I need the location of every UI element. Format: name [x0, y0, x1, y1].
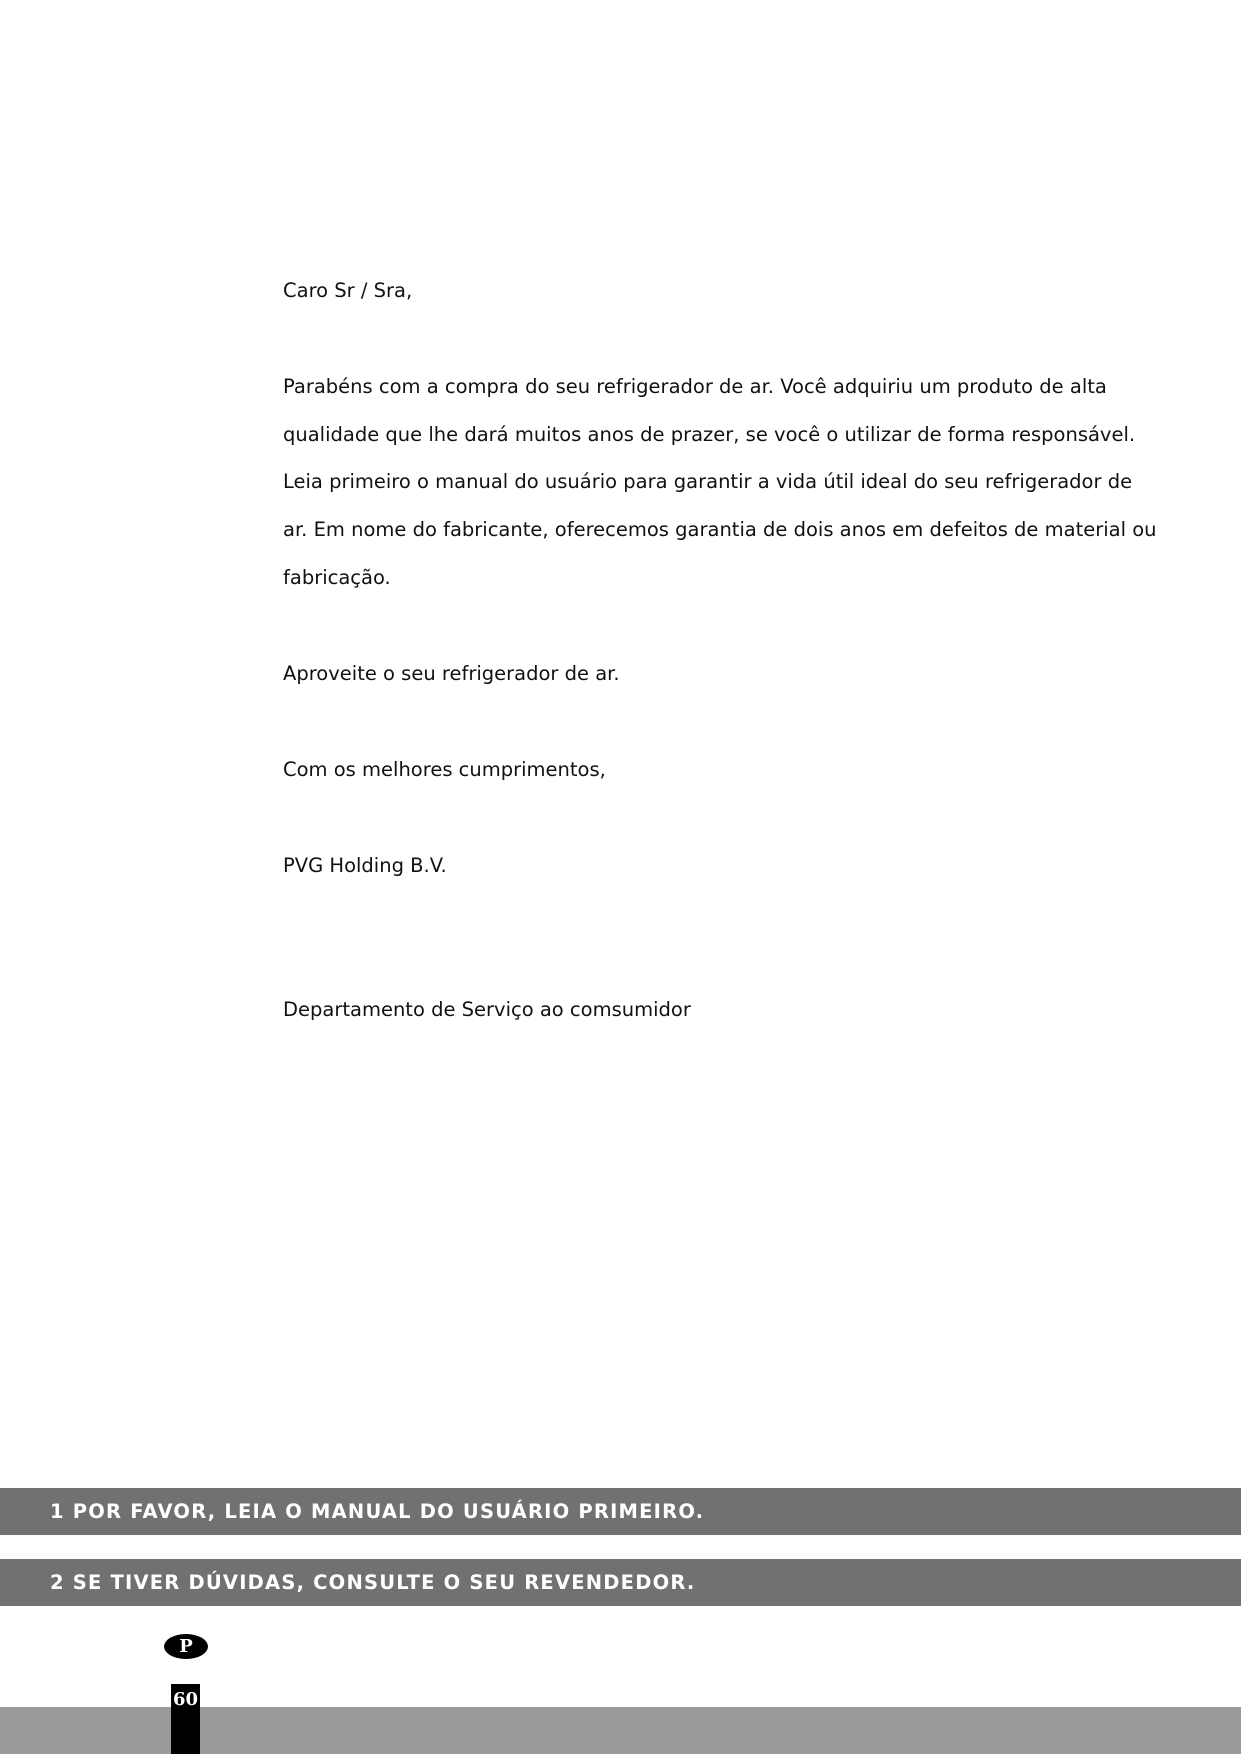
notice-text-1: 1 POR FAVOR, LEIA O MANUAL DO USUÁRIO PRIMEIRO. — [50, 1500, 705, 1523]
body-line: ar. Em nome do fabricante, oferecemos garantia de dois anos em defeitos de material ou — [283, 518, 1157, 541]
enjoy-line: Aproveite o seu refrigerador de ar. — [283, 662, 620, 685]
body-line: Parabéns com a compra do seu refrigerador de ar. Você adquiriu um produto de alta — [283, 375, 1107, 398]
language-badge: P — [164, 1634, 208, 1659]
body-line: fabricação. — [283, 566, 391, 589]
salutation: Caro Sr / Sra, — [283, 279, 413, 302]
department-name: Departamento de Serviço ao comsumidor — [283, 998, 691, 1021]
page-number: 60 — [171, 1684, 200, 1754]
body-line: Leia primeiro o manual do usuário para garantir a vida útil ideal do seu refrigerador de — [283, 470, 1133, 493]
body-line: qualidade que lhe dará muitos anos de prazer, se você o utilizar de forma responsável. — [283, 423, 1136, 446]
notice-band-2 — [0, 1559, 1241, 1606]
notice-text-2: 2 SE TIVER DÚVIDAS, CONSULTE O SEU REVENDEDOR. — [50, 1571, 696, 1594]
notice-band-1 — [0, 1488, 1241, 1535]
closing-line: Com os melhores cumprimentos, — [283, 758, 606, 781]
company-name: PVG Holding B.V. — [283, 854, 447, 877]
